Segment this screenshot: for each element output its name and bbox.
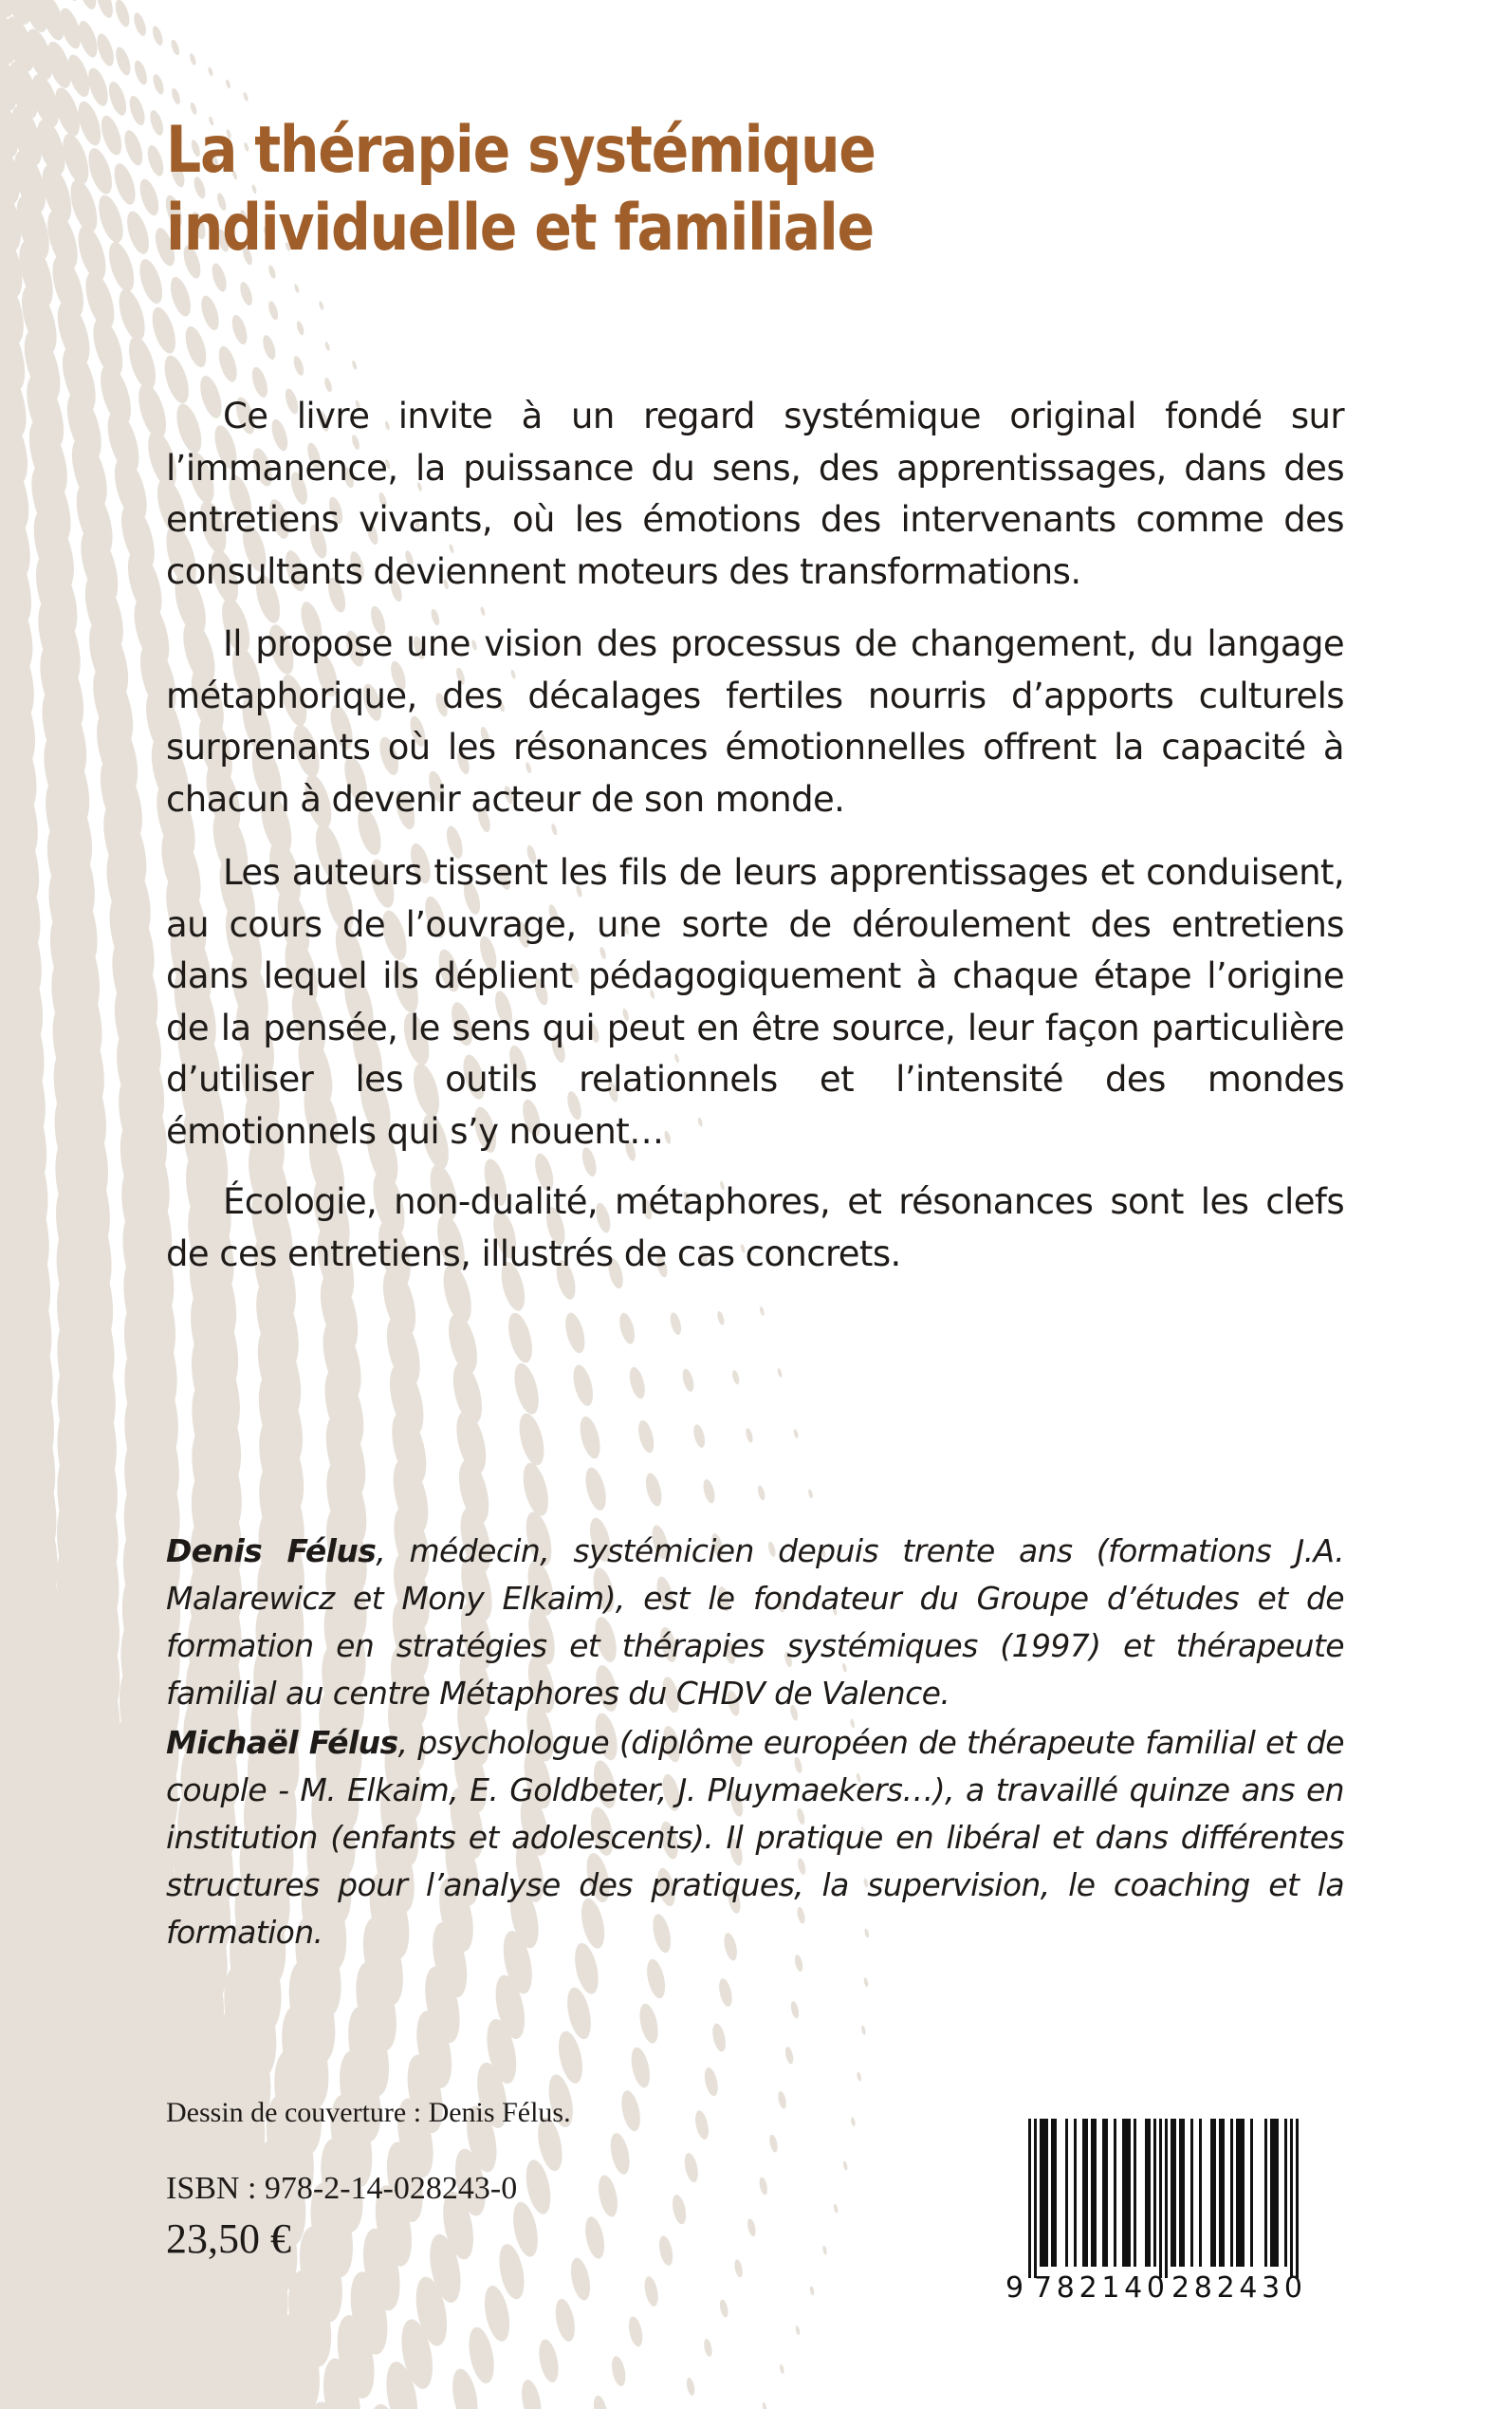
barcode-bar bbox=[1085, 2119, 1088, 2267]
background-dot bbox=[225, 79, 231, 89]
barcode-bar bbox=[1051, 2119, 1054, 2267]
barcode-bar bbox=[1082, 2119, 1085, 2267]
background-dot bbox=[94, 0, 117, 20]
background-dot bbox=[610, 2355, 628, 2387]
background-dot bbox=[644, 1957, 669, 2000]
background-dot bbox=[777, 1368, 783, 1379]
background-dot bbox=[151, 73, 165, 96]
barcode-left-digits: 782140 bbox=[1034, 2271, 1165, 2301]
barcode-bar bbox=[1171, 2119, 1173, 2267]
background-dot bbox=[267, 300, 280, 321]
background-dot bbox=[596, 2174, 621, 2219]
background-dot bbox=[293, 284, 300, 294]
barcode-bar bbox=[1179, 2119, 1182, 2267]
background-dot bbox=[779, 2364, 784, 2375]
background-dot bbox=[215, 344, 240, 384]
background-dot bbox=[759, 1306, 765, 1317]
background-dot bbox=[784, 2046, 794, 2065]
background-dot bbox=[104, 239, 139, 294]
background-dot bbox=[567, 2256, 593, 2302]
background-dot bbox=[581, 1466, 609, 1513]
background-dot bbox=[657, 2234, 675, 2267]
background-dot bbox=[167, 275, 194, 319]
author-name: Michaël Félus bbox=[166, 1724, 398, 1761]
book-title bbox=[166, 112, 1226, 268]
background-dot bbox=[757, 1485, 766, 1501]
barcode-bar bbox=[1074, 2119, 1077, 2267]
background-dot bbox=[123, 333, 160, 392]
background-dot bbox=[198, 293, 223, 332]
background-dot bbox=[636, 1418, 656, 1455]
background-dot bbox=[747, 2218, 758, 2237]
background-dot bbox=[137, 176, 162, 217]
barcode-bar bbox=[1091, 2119, 1094, 2267]
background-dot bbox=[582, 2215, 608, 2261]
barcode-bar bbox=[1273, 2119, 1276, 2267]
barcode-bar bbox=[1134, 2119, 1136, 2267]
background-dot bbox=[151, 25, 165, 46]
background-dot bbox=[480, 606, 487, 617]
background-dot bbox=[123, 209, 154, 256]
barcode-bar bbox=[1028, 2119, 1031, 2278]
background-dot bbox=[144, 143, 166, 177]
blurb-paragraph-4: Écologie, non-dualité, métaphores, et résonances sont les clefs de ces entretiens, illustrés de cas concrets. bbox=[166, 1181, 1344, 1274]
background-dot bbox=[693, 2109, 711, 2140]
barcode-bar bbox=[1182, 2119, 1185, 2267]
background-dot bbox=[243, 92, 249, 102]
background-dot bbox=[793, 1954, 803, 1972]
background-dot bbox=[777, 2090, 788, 2109]
background-dot bbox=[230, 313, 250, 346]
barcode-bar bbox=[1190, 2119, 1193, 2267]
barcode-bar bbox=[1122, 2119, 1125, 2267]
background-dot bbox=[789, 2001, 800, 2020]
barcode-bar bbox=[1290, 2119, 1293, 2278]
background-dot bbox=[515, 1411, 549, 1468]
barcode-bar bbox=[1250, 2119, 1253, 2267]
barcode-bar bbox=[1045, 2119, 1048, 2267]
background-dot bbox=[758, 2177, 769, 2196]
background-dot bbox=[121, 128, 146, 167]
background-dot bbox=[94, 31, 118, 67]
background-dot bbox=[113, 0, 133, 28]
background-dot bbox=[181, 324, 210, 369]
background-dot bbox=[83, 145, 116, 196]
background-dot bbox=[519, 2378, 544, 2409]
barcode-bars bbox=[1028, 2119, 1299, 2278]
barcode-bar bbox=[1034, 2119, 1037, 2278]
background-dot bbox=[643, 1472, 665, 1508]
background-dot bbox=[132, 11, 149, 38]
background-dot bbox=[75, 0, 101, 11]
barcode-bar bbox=[1199, 2119, 1202, 2267]
background-dot bbox=[795, 2326, 801, 2336]
background-dot bbox=[592, 2395, 610, 2409]
background-dot bbox=[807, 1489, 813, 1499]
cover-design-credit: Dessin de couverture : Denis Félus. bbox=[166, 2097, 571, 2128]
barcode-bar bbox=[1270, 2119, 1273, 2267]
background-dot bbox=[685, 2377, 695, 2396]
background-dot bbox=[148, 305, 180, 356]
background-dot bbox=[132, 59, 149, 86]
barcode-bar bbox=[1145, 2119, 1148, 2267]
background-dot bbox=[577, 1415, 604, 1461]
barcode-bar bbox=[1042, 2119, 1045, 2267]
background-dot bbox=[324, 342, 331, 352]
barcode-bar bbox=[1102, 2119, 1105, 2267]
background-dot bbox=[94, 193, 128, 246]
blurb-paragraph-1: Ce livre invite à un regard systémique original fondé sur l’immanence, la puissance du sens, des apprentissages, dans des entretiens vivants, où les émotions des intervenants comme des consultants deviennent moteurs des transformations. bbox=[166, 396, 1344, 592]
barcode-bar bbox=[1054, 2119, 1057, 2267]
background-dot bbox=[261, 334, 278, 361]
author-bio-denis bbox=[166, 1528, 1344, 1717]
author-bio-michael bbox=[166, 1719, 1344, 1956]
barcode-right-digits: 282430 bbox=[1171, 2271, 1302, 2301]
barcode-bar bbox=[1065, 2119, 1068, 2267]
blurb-paragraph-3: Les auteurs tissent les fils de leurs apprentissages et conduisent, au cours de l’ouvrage, une sorte de déroulement des entretiens dans lequel ils déplient pédagogiquement à chaque étape l’origine de la pensée, le sens qui peut en être source, leur façon particulière d’utiliser les outils relationnels et l’intensité des mondes émotionnels qui s’y nouent… bbox=[166, 852, 1344, 1152]
background-dot bbox=[626, 2315, 644, 2347]
background-dot bbox=[628, 2046, 653, 2089]
author-bio-text: , psychologue (diplôme européen de thérapeute familial et de couple - M. Elkaim, E. Goldbeter, J. Pluymaekers…), a travaillé quinze ans en institution (enfants et adolescents). Il pratique en libéral et dans différentes structures pour l’analyse des pratiques, la supervision, le coaching et la formation. bbox=[166, 1724, 1344, 1951]
blurb-paragraph-2: Il propose une vision des processus de changement, du langage métaphorique, des décalages fertiles nourris d’apports culturels surprenants où les résonances émotionnelles offrent la capacité à chacun à devenir acteur de son monde. bbox=[166, 623, 1344, 820]
barcode-bar bbox=[1236, 2119, 1239, 2267]
isbn: ISBN : 978-2-14-028243-0 bbox=[166, 2171, 518, 2206]
background-dot bbox=[809, 2286, 815, 2296]
background-dot bbox=[671, 2194, 689, 2226]
barcode-bar bbox=[1148, 2119, 1151, 2267]
author-name: Denis Félus bbox=[166, 1532, 377, 1569]
background-dot bbox=[733, 2259, 744, 2278]
background-dot bbox=[570, 1362, 597, 1408]
background-dot bbox=[821, 2245, 827, 2255]
barcode-bar bbox=[1213, 2119, 1216, 2267]
background-dot bbox=[126, 94, 147, 127]
barcode-bar bbox=[1230, 2119, 1233, 2267]
barcode-bar bbox=[1219, 2119, 1222, 2267]
price: 23,50 € bbox=[166, 2215, 291, 2262]
background-dot bbox=[504, 1310, 536, 1365]
background-dot bbox=[351, 360, 358, 370]
background-dot bbox=[717, 1977, 734, 2008]
title-line-1: La thérapie systémique bbox=[166, 113, 876, 188]
background-dot bbox=[842, 2160, 848, 2171]
background-dot bbox=[607, 2131, 633, 2176]
barcode-bar bbox=[1153, 2119, 1156, 2267]
background-dot bbox=[691, 1423, 707, 1449]
background-dot bbox=[716, 1310, 726, 1325]
background-dot bbox=[703, 2338, 713, 2357]
background-dot bbox=[681, 1368, 696, 1394]
author-bio-text: , médecin, systémicien depuis trente ans (formations J.A. Malarewicz et Mony Elkaim), est le fondateur du Groupe d’études et de formation en stratégies et thérapies systémiques (1997) et thérapeute familial au centre Métaphores du CHDV de Valence. bbox=[166, 1532, 1344, 1712]
background-dot bbox=[731, 1369, 741, 1384]
barcode-bar bbox=[1264, 2119, 1267, 2267]
background-dot bbox=[170, 87, 181, 105]
background-dot bbox=[562, 1311, 588, 1356]
background-dot bbox=[114, 287, 150, 343]
background-dot bbox=[702, 2066, 720, 2098]
background-dot bbox=[682, 2152, 700, 2184]
barcode-bar bbox=[1296, 2119, 1299, 2278]
background-dot bbox=[642, 2275, 660, 2307]
background-dot bbox=[701, 1478, 716, 1505]
background-dot bbox=[710, 2022, 728, 2053]
background-dot bbox=[768, 2134, 780, 2153]
background-dot bbox=[618, 2089, 644, 2134]
barcode-bar bbox=[1125, 2119, 1128, 2267]
barcode bbox=[1005, 2111, 1318, 2301]
background-dot bbox=[170, 39, 181, 56]
title-line-2: individuelle et familiale bbox=[166, 191, 874, 266]
background-dot bbox=[148, 108, 166, 137]
background-dot bbox=[510, 1361, 544, 1417]
barcode-bar bbox=[1128, 2119, 1131, 2267]
barcode-bar bbox=[1040, 2119, 1042, 2267]
barcode-bar bbox=[1284, 2119, 1287, 2267]
background-dot bbox=[850, 2117, 856, 2127]
barcode-bar bbox=[1239, 2119, 1242, 2267]
barcode-bar bbox=[1114, 2119, 1116, 2267]
background-dot bbox=[56, 0, 83, 3]
barcode-bar bbox=[1222, 2119, 1225, 2267]
background-dot bbox=[860, 2025, 866, 2035]
barcode-bar bbox=[1173, 2119, 1176, 2267]
barcode-bar bbox=[1094, 2119, 1097, 2267]
background-dot bbox=[617, 1311, 637, 1345]
background-dot bbox=[292, 355, 306, 377]
barcode-bar bbox=[1159, 2119, 1162, 2278]
background-dot bbox=[636, 2002, 661, 2046]
barcode-bar bbox=[1210, 2119, 1213, 2267]
background-dot bbox=[552, 2297, 578, 2344]
background-dot bbox=[519, 1460, 553, 1518]
background-dot bbox=[113, 46, 133, 78]
barcode-first-digit: 9 bbox=[1005, 2271, 1024, 2301]
barcode-bar bbox=[1165, 2119, 1168, 2278]
background-dot bbox=[238, 281, 255, 307]
background-dot bbox=[857, 2071, 862, 2082]
background-dot bbox=[189, 53, 197, 66]
background-dot bbox=[105, 80, 130, 118]
background-dot bbox=[833, 2203, 839, 2214]
background-dot bbox=[627, 1365, 648, 1400]
background-dot bbox=[793, 1429, 799, 1439]
barcode-bar bbox=[1105, 2119, 1108, 2267]
background-dot bbox=[98, 113, 126, 158]
background-dot bbox=[863, 1977, 869, 1988]
background-dot bbox=[136, 256, 167, 306]
barcode-bar bbox=[1242, 2119, 1245, 2267]
barcode-bar bbox=[1276, 2119, 1279, 2267]
background-dot bbox=[110, 161, 139, 208]
background-dot bbox=[536, 2338, 562, 2384]
background-dot bbox=[718, 2299, 729, 2318]
background-dot bbox=[762, 2402, 767, 2409]
background-dot bbox=[669, 1311, 684, 1336]
background-dot bbox=[318, 301, 324, 311]
background-dot bbox=[745, 1427, 754, 1443]
background-dot bbox=[295, 321, 305, 337]
background-dot bbox=[207, 66, 213, 77]
